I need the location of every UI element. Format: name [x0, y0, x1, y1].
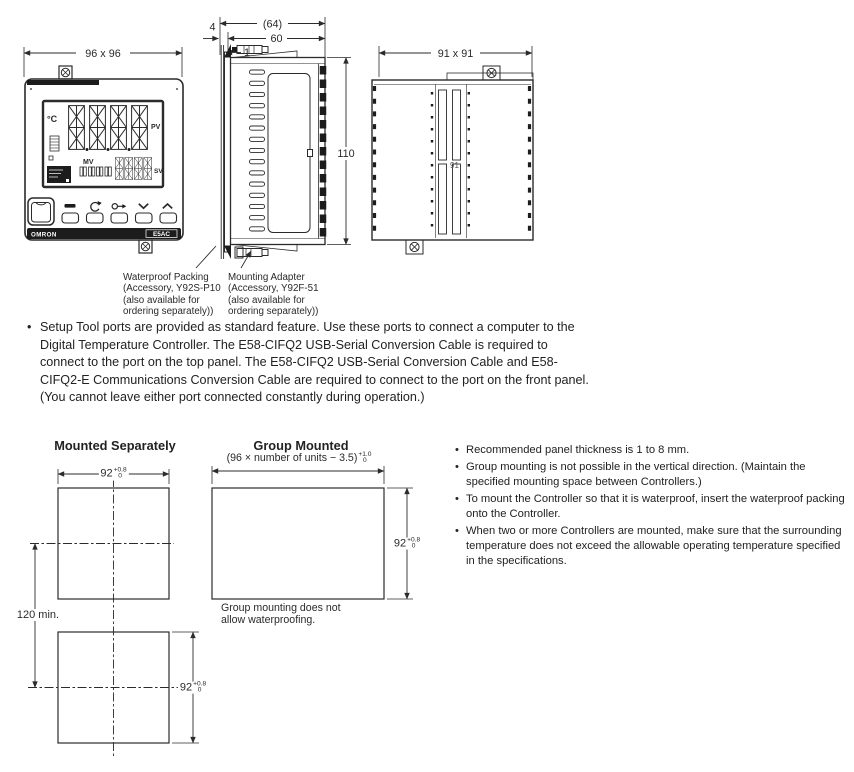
mounted-separately-title: Mounted Separately [54, 438, 176, 453]
bullet: • [455, 493, 459, 505]
mv-label: MV [83, 159, 94, 166]
bullet: • [27, 320, 32, 334]
mode-key-icon [91, 201, 102, 211]
vertical-spacing-dim: 120 min. [16, 609, 60, 621]
waterproof-packing-wedge-top [224, 44, 231, 58]
side-door [268, 74, 310, 233]
front-keys [62, 213, 177, 223]
sv-digits [115, 158, 151, 180]
sv-label: SV [154, 168, 163, 175]
shift-key-icon [112, 204, 126, 209]
group-cutout-rect [212, 488, 384, 599]
side-height-dim: 110 [337, 148, 355, 160]
bullet: • [455, 525, 459, 537]
setup-tool-note: • Setup Tool ports are provided as standard feature. Use these ports to connect a computer to the Digital Temperature Controller. The E58-CIFQ2 USB-Serial Conversion Cable is required to connect to the port on the top panel. The E58-CIFQ2 USB-Serial Conversion Cable and E58- CIFQ2-E Communications Conversion Cable are required to connect to the port on the front panel. (You cannot leave either port connected constantly during operation.) [27, 319, 589, 407]
side-panel-dim: 1 [244, 47, 251, 59]
group-height-dim: 92 +0.8 0 [393, 536, 421, 550]
group-mounted-diagram [212, 466, 413, 599]
key-icons [65, 201, 173, 211]
list-item: • Group mounting is not possible in the vertical direction. (Maintain the specified mounting space between Controllers.) [455, 461, 806, 488]
cutout-height-dim: 92 +0.8 0 [179, 680, 207, 694]
up-key-icon [163, 204, 172, 208]
cutout-width-dim: 92 +0.8 0 [100, 466, 127, 480]
mv-bargraph [80, 167, 111, 176]
brand-logo: OMRON [31, 231, 57, 239]
mounting-adapter-bottom [233, 245, 297, 259]
side-flange-dim: 4 [209, 21, 216, 34]
door-latch [308, 150, 313, 157]
vent-slots [250, 70, 265, 231]
list-item: • To mount the Controller so that it is waterproof, insert the waterproof packing onto the Controller. [455, 493, 845, 520]
group-width-formula: (96 × number of units − 3.5) +1.0 0 [226, 451, 372, 465]
setup-port-door [28, 198, 54, 225]
group-mounting-caption: Group mounting does not allow waterproofing. [221, 602, 341, 626]
list-item: • When two or more Controllers are mounted, make sure that the surrounding temperature does not exceed the allowable operating temperature specified in the specifications. [455, 525, 842, 567]
front-view [24, 46, 183, 253]
pv-label: PV [151, 124, 161, 131]
pv-digits [69, 106, 148, 151]
terminal-block-left [376, 86, 428, 238]
front-lip [225, 52, 231, 252]
bullet: • [455, 461, 459, 473]
side-view [203, 17, 359, 259]
terminal-block-right [471, 86, 523, 238]
list-item: • Recommended panel thickness is 1 to 8 mm. [455, 444, 690, 456]
level-key-icon [65, 204, 76, 208]
mounting-adapter-top [232, 46, 297, 58]
group-mounted-title: Group Mounted [253, 438, 349, 453]
waterproof-packing-label: Waterproof Packing (Accessory, Y92S-P10 (also available for ordering separately)) [123, 272, 221, 318]
status-indicators [47, 136, 71, 183]
side-body-dim: 60 [270, 33, 283, 45]
front-size-dim: 96 x 96 [85, 48, 121, 60]
side-overall-dim: (64) [262, 18, 283, 31]
waterproof-leader-line [196, 246, 216, 268]
celsius-indicator: °C [47, 114, 58, 124]
mounting-adapter-label: Mounting Adapter (Accessory, Y92F-51 (also available for ordering separately)) [228, 272, 319, 318]
down-key-icon [139, 204, 148, 208]
rear-size-dim: 91 x 91 [437, 48, 474, 60]
bullet: • [455, 444, 459, 456]
rear-center-mark: 91 [450, 161, 459, 170]
mounting-notes-list [455, 443, 847, 571]
model-label: E5AC [152, 231, 171, 239]
rear-view [372, 46, 533, 254]
